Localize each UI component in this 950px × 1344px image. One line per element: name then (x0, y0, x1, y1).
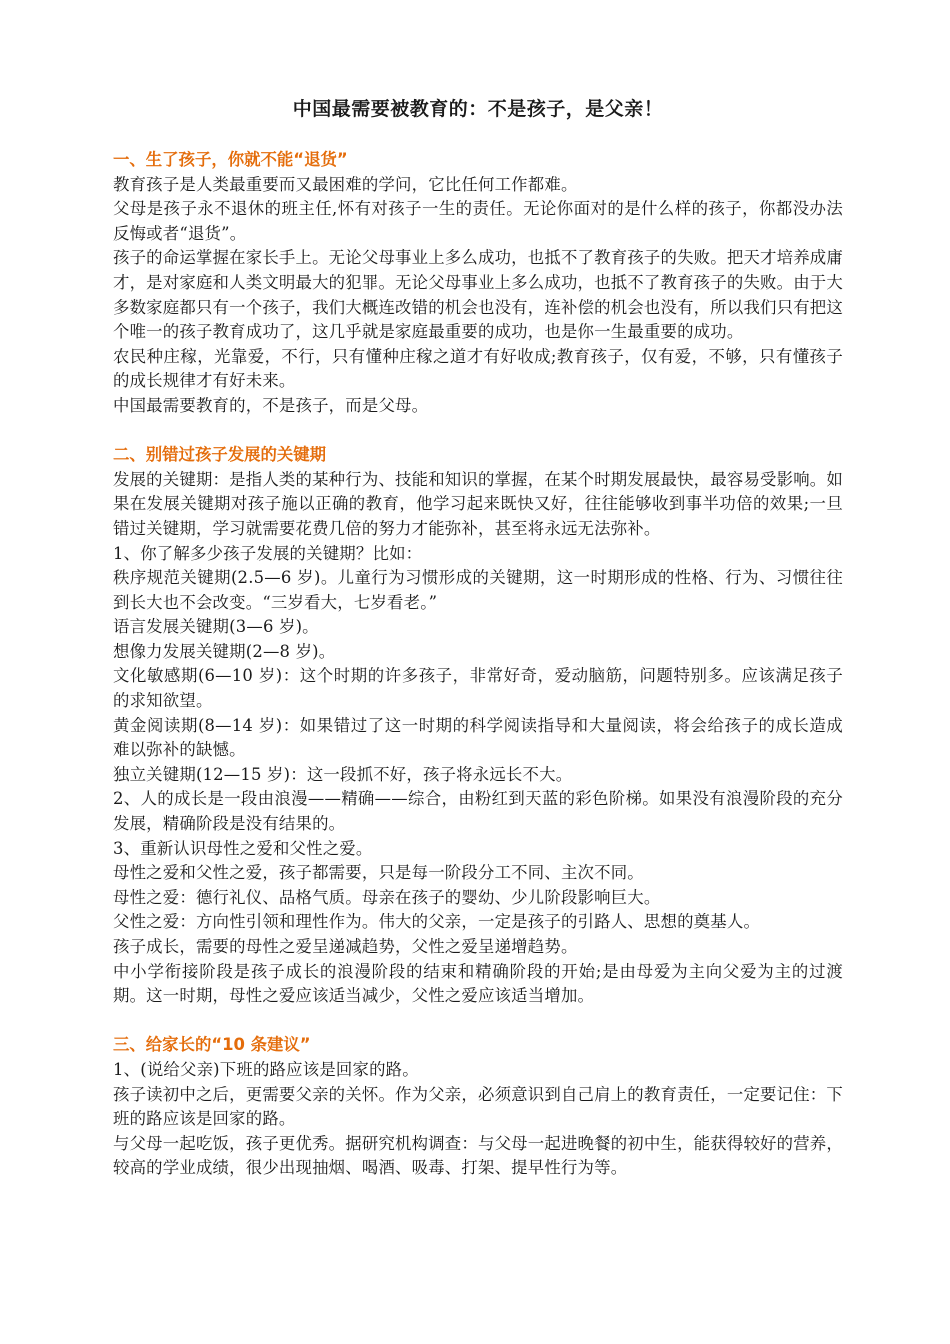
paragraph: 孩子成长，需要的母性之爱呈递减趋势，父性之爱呈递增趋势。 (113, 937, 578, 956)
paragraph: 想像力发展关键期(2—8 岁)。 (113, 641, 336, 661)
sections-container (113, 148, 843, 1181)
paragraph: 2、人的成长是一段由浪漫——精确——综合，由粉红到天蓝的彩色阶梯。如果没有浪漫阶段的充分发展，精确阶段是没有结果的。 (113, 789, 843, 834)
paragraph: 孩子的命运掌握在家长手上。无论父母事业上多么成功，也抵不了教育孩子的失败。把天才培养成庸才，是对家庭和人类文明最大的犯罪。无论父母事业上多么成功，也抵不了教育孩子的失败。由于大多数家庭都只有一个孩子，我们大概连改错的机会也没有，连补偿的机会也没有，所以我们只有把这个唯一的孩子教育成功了，这几乎就是家庭最重要的成功，也是你一生最重要的成功。 (113, 248, 843, 342)
document-title: 中国最需要被教育的：不是孩子，是父亲！ (292, 98, 664, 120)
section-2 (113, 443, 843, 1009)
paragraph: 1、你了解多少孩子发展的关键期？比如： (113, 543, 423, 563)
section-3 (113, 1033, 843, 1181)
paragraph: 母性之爱：德行礼仪、品格气质。母亲在孩子的婴幼、少儿阶段影响巨大。 (113, 887, 661, 907)
section-heading: 二、别错过孩子发展的关键期 (113, 445, 327, 465)
paragraph: 父性之爱：方向性引领和理性作为。伟大的父亲，一定是孩子的引路人、思想的奠基人。 (113, 912, 761, 932)
section-heading: 一、生了孩子，你就不能“退货” (113, 150, 348, 169)
paragraph: 农民种庄稼，光靠爱，不行，只有懂种庄稼之道才有好收成;教育孩子，仅有爱，不够，只有懂孩子的成长规律才有好未来。 (113, 346, 843, 391)
paragraph: 独立关键期(12—15 岁)：这一段抓不好，孩子将永远长不大。 (113, 764, 573, 784)
paragraph: 母性之爱和父性之爱，孩子都需要，只是每一阶段分工不同、主次不同。 (113, 863, 644, 883)
section-heading: 三、给家长的“10 条建议” (113, 1035, 311, 1055)
paragraph: 语言发展关键期(3—6 岁)。 (113, 617, 319, 637)
paragraph: 秩序规范关键期(2.5—6 岁)。儿童行为习惯形成的关键期，这一时期形成的性格、行为、习惯往往到长大也不会改变。“三岁看大，七岁看老。” (113, 568, 843, 612)
paragraph: 孩子读初中之后，更需要父亲的关怀。作为父亲，必须意识到自己肩上的教育责任，一定要记住：下班的路应该是回家的路。 (113, 1084, 843, 1129)
section-1 (113, 148, 843, 419)
paragraph: 1、(说给父亲)下班的路应该是回家的路。 (113, 1059, 419, 1079)
paragraph: 发展的关键期：是指人类的某种行为、技能和知识的掌握，在某个时期发展最快，最容易受影响。如果在发展关键期对孩子施以正确的教育，他学习起来既快又好，往往能够收到事半功倍的效果;一旦错过关键期，学习就需要花费几倍的努力才能弥补，甚至将永远无法弥补。 (113, 469, 843, 538)
paragraph: 与父母一起吃饭，孩子更优秀。据研究机构调查：与父母一起进晚餐的初中生，能获得较好的营养，较高的学业成绩，很少出现抽烟、喝酒、吸毒、打架、提早性行为等。 (113, 1133, 843, 1178)
paragraph: 父母是孩子永不退休的班主任,怀有对孩子一生的责任。无论你面对的是什么样的孩子，你都没办法反悔或者“退货”。 (113, 199, 843, 243)
document-page (113, 96, 843, 1206)
paragraph: 教育孩子是人类最重要而又最困难的学问，它比任何工作都难。 (113, 174, 578, 194)
paragraph: 黄金阅读期(8—14 岁)：如果错过了这一时期的科学阅读指导和大量阅读，将会给孩子的成长造成难以弥补的缺憾。 (113, 715, 843, 760)
paragraph: 中国最需要教育的，不是孩子，而是父母。 (113, 395, 429, 415)
paragraph: 文化敏感期(6—10 岁)：这个时期的许多孩子，非常好奇，爱动脑筋，问题特别多。应该满足孩子的求知欲望。 (113, 666, 843, 711)
paragraph: 中小学衔接阶段是孩子成长的浪漫阶段的结束和精确阶段的开始;是由母爱为主向父爱为主的过渡期。这一时期，母性之爱应该适当减少，父性之爱应该适当增加。 (113, 961, 843, 1006)
paragraph: 3、重新认识母性之爱和父性之爱。 (113, 838, 373, 858)
